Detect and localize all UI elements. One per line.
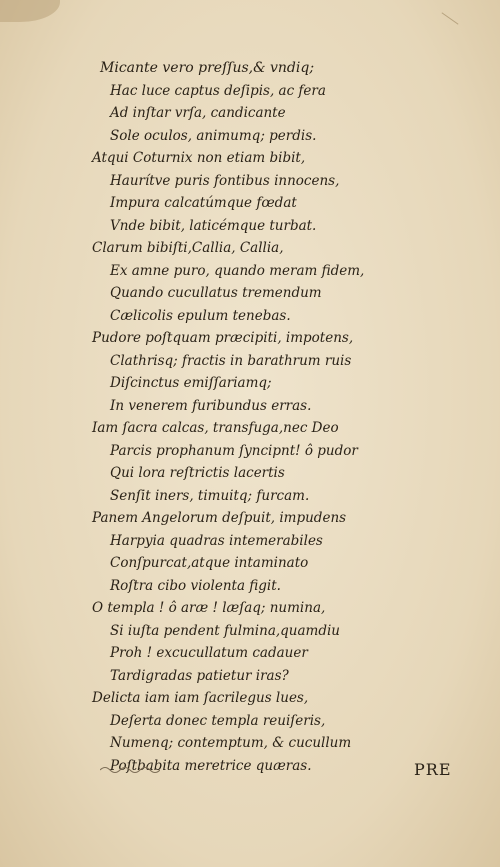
poem-line: Delicta iam iam ſacrilegus lues, [92, 690, 309, 706]
poem-line: Conſpurcat,atque intaminato [110, 555, 309, 571]
poem-line: Clathrisq; fractis in barathrum ruis [110, 352, 352, 369]
poem-line: Quando cucullatus tremendum [110, 285, 322, 301]
poem-line: Ad inſtar vrſa, candicante [110, 105, 286, 121]
corner-stain [0, 0, 60, 22]
poem-line: Diſcinctus emiſſariamq; [110, 375, 272, 391]
poem-line: Atqui Coturnix non etiam bibit, [92, 150, 306, 166]
poem-line: Sole oculos, animumq; perdis. [110, 127, 317, 144]
fold-mark [442, 12, 459, 24]
poem-line: Ex amne puro, quando meram fidem, [110, 262, 365, 279]
poem-line: Deſerta donec templa reuiſeris, [110, 712, 326, 729]
poem-line: Hac luce captus deſipis, ac fera [110, 82, 326, 99]
poem-line: Vnde bibit, laticémque turbat. [110, 217, 317, 234]
poem-line: Roſtra cibo violenta figit. [110, 577, 281, 594]
poem-line: Impura calcatúmque fœdat [110, 195, 297, 211]
poem-line: Haurítve puris fontibus innocens, [110, 172, 340, 189]
poem-line: Iam ſacra calcas, transfuga,nec Deo [92, 420, 339, 436]
poem-line: Pudore poſtquam præcipiti, impotens, [92, 330, 354, 346]
poem-line: Si iuſta pendent fulmina,quamdiu [110, 622, 341, 639]
poem-line: Tardigradas patietur iras? [110, 667, 289, 684]
poem-line: Senſit iners, timuitq; furcam. [110, 487, 310, 504]
poem-line: Parcis prophanum ſyncipnt! ô pudor [110, 442, 358, 459]
poem-line: Clarum bibiſti,Callia, Callia, [92, 240, 284, 256]
poem-line: Micante vero preſſus,& vndiq; [100, 60, 315, 76]
poem-line: Harpyia quadras intemerabiles [110, 532, 323, 549]
printer-ornament [100, 765, 160, 773]
poem-line: Numenq; contemptum, & cucullum [110, 735, 352, 751]
poem-line: Poſtbabita meretrice quæras. [110, 757, 312, 774]
poem-line: Proh ! excucullatum cadauer [110, 645, 308, 661]
poem-text [92, 57, 452, 777]
poem-line: Panem Angelorum deſpuit, impudens [92, 510, 347, 526]
poem-line: O templa ! ô aræ ! læſaq; numina, [92, 600, 326, 616]
poem-line: Qui lora reſtrictis lacertis [110, 465, 285, 481]
catchword: PRE [414, 760, 452, 779]
poem-line: Cælicolis epulum tenebas. [110, 307, 291, 324]
poem-line: In venerem furibundus erras. [110, 397, 312, 414]
